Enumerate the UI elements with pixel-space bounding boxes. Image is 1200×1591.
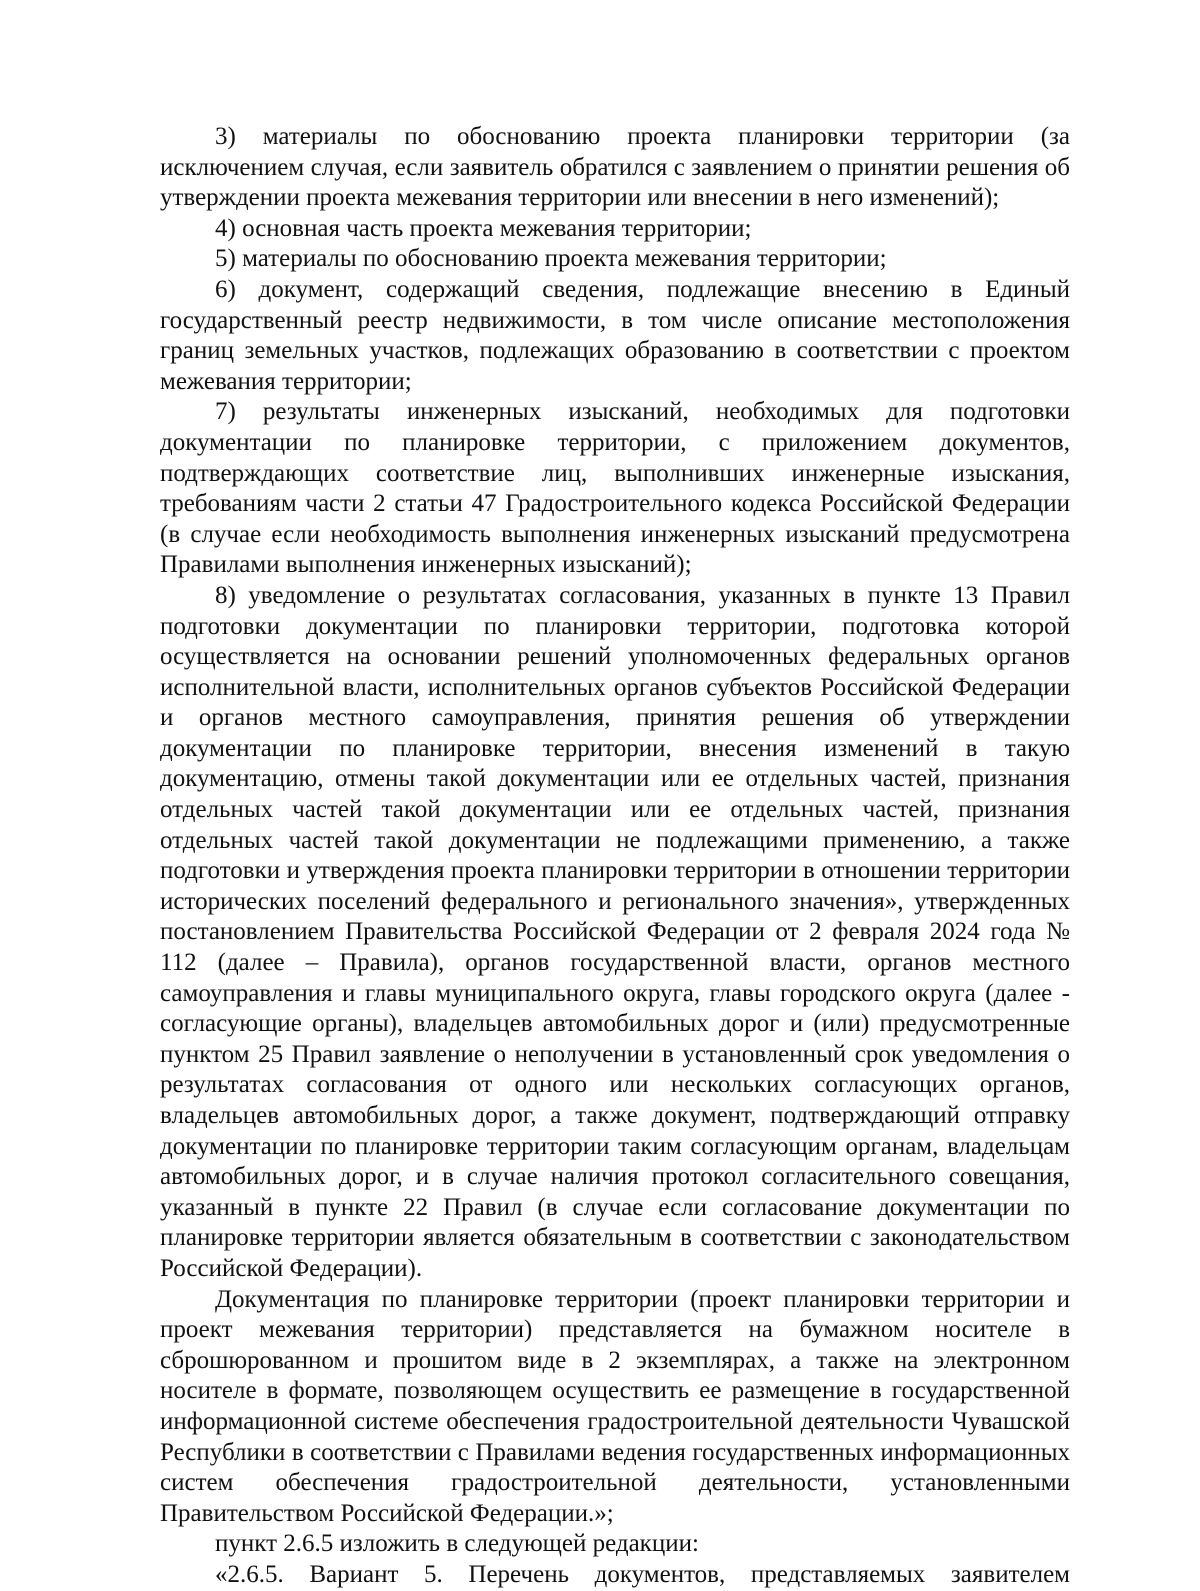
paragraph-amendment-2-6-5: пункт 2.6.5 изложить в следующей редакции: [215, 1530, 699, 1558]
paragraph-item-8: 8) уведомление о результатах согласования, указанных в пункте 13 Правил подготовки документации по планировки территории, подготовка которой осуществляется на основании решений уполномоченных федеральных органов исполнительной власти, исполнительных органов субъектов Российской Федерации и органов местного самоуправления, принятия решения об утверждении документации по планировке территории, внесения изменений в такую документацию, отмены такой документации или ее отдельных частей, признания отдельных частей такой документации или ее отдельных частей, признания отдельных частей такой документации не подлежащими применению, а также подготовки и утверждения проекта планировки территории в отношении территории исторических поселений федерального и регионального значения», утвержденных постановлением Правительства Российской Федерации от 2 февраля 2024 года № 112 (далее – Правила), органов государственной власти, органов местного самоуправления и главы муниципального округа, главы городского округа (далее - согласующие органы), владельцев автомобильных дорог и (или) предусмотренные пунктом 25 Правил заявление о неполучении в установленный срок уведомления о результатах согласования от одного или нескольких согласующих органов, владельцев автомобильных дорог, а также документ, подтверждающий отправку документации по планировке территории таким согласующим органам, владельцам автомобильных дорог, и в случае наличия протокол согласительного совещания, указанный в пункте 22 Правил (в случае если согласование документации по планировке территории является обязательным в соответствии с законодательством Российской Федерации). [160, 581, 1070, 1282]
paragraph-documentation-format: Документация по планировке территории (проект планировки территории и проект межевания территории) представляется на бумажном носителе в сброшюрованном и прошитом виде в 2 экземплярах, а также на электронном носителе в формате, позволяющем осуществить ее размещение в государственной информационной системе обеспечения градостроительной деятельности Чувашской Республики в соответствии с Правилами ведения государственных информационных систем обеспечения градостроительной деятельности, установленными Правительством Российской Федерации.»; [160, 1285, 1070, 1527]
paragraph-item-6: 6) документ, содержащий сведения, подлежащие внесению в Единый государственный реестр недвижимости, в том числе описание местоположения границ земельных участков, подлежащих образованию в соответствии с проектом межевания территории; [160, 275, 1070, 395]
paragraph-item-4: 4) основная часть проекта межевания территории; [215, 214, 752, 242]
paragraph-item-3: 3) материалы по обоснованию проекта планировки территории (за исключением случая, если заявитель обратился с заявлением о принятии решения об утверждении проекта межевания территории или внесении в него изменений); [160, 123, 1070, 212]
paragraph-variant-5-heading: «2.6.5. Вариант 5. Перечень документов, представляемых заявителем [215, 1560, 1070, 1588]
paragraph-item-7: 7) результаты инженерных изысканий, необходимых для подготовки документации по планировке территории, с приложением документов, подтверждающих соответствие лиц, выполнивших инженерные изыскания, требованиям части 2 статьи 47 Градостроительного кодекса Российской Федерации (в случае если необходимость выполнения инженерных изысканий предусмотрена Правилами выполнения инженерных изысканий); [160, 398, 1070, 579]
document-page [160, 122, 1070, 1591]
paragraph-item-5: 5) материалы по обоснованию проекта межевания территории; [215, 245, 887, 273]
